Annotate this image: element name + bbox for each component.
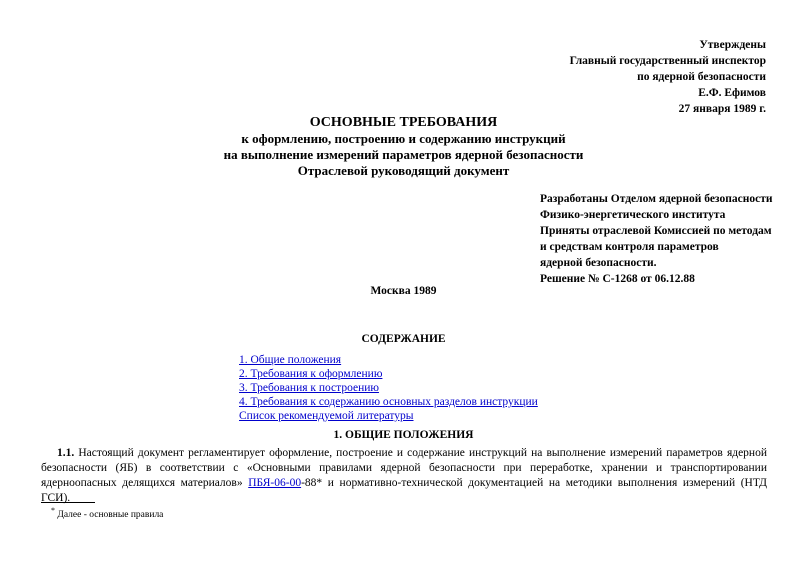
city-year: Москва 1989: [370, 285, 437, 297]
title-main: ОСНОВНЫЕ ТРЕБОВАНИЯ: [309, 115, 498, 130]
toc-link-structure[interactable]: 3. Требования к построению: [239, 382, 379, 394]
toc-link-literature[interactable]: Список рекомендуемой литературы: [239, 410, 414, 422]
paragraph-text-b: -88* и нормативно-технической документацией на методики выполнения измерений (НТД ГСИ).: [41, 477, 768, 504]
pbya-link[interactable]: ПБЯ-06-00: [248, 477, 302, 489]
toc-link-general[interactable]: 1. Общие положения: [239, 354, 342, 366]
table-of-contents: [239, 353, 538, 423]
approved-line-4: Е.Ф. Ефимов: [698, 87, 766, 99]
approved-line-2: Главный государственный инспектор: [569, 55, 766, 67]
developed-line-3: Приняты отраслевой Комиссией по методам: [540, 225, 772, 237]
paragraph-1-1: [41, 446, 767, 506]
footnote: [51, 506, 163, 520]
approved-line-3: по ядерной безопасности: [637, 71, 766, 83]
toc-link-formatting[interactable]: 2. Требования к оформлению: [239, 368, 383, 380]
approved-line-1: Утверждены: [699, 39, 766, 51]
developed-line-2: Физико-энергетического института: [540, 209, 726, 221]
developed-line-1: Разработаны Отделом ядерной безопасности: [540, 193, 773, 205]
title-line-3: на выполнение измерений параметров ядерной безопасности: [223, 147, 584, 162]
footnote-text: Далее - основные правила: [55, 510, 164, 521]
title-line-4: Отраслевой руководящий документ: [297, 163, 510, 178]
section-title: 1. ОБЩИЕ ПОЛОЖЕНИЯ: [333, 429, 474, 441]
developed-line-6: Решение № С-1268 от 06.12.88: [540, 273, 695, 285]
toc-link-content[interactable]: 4. Требования к содержанию основных разделов инструкции: [239, 396, 538, 408]
title-line-2: к оформлению, построению и содержанию инструкций: [241, 131, 566, 146]
developed-line-4: и средствам контроля параметров: [540, 241, 719, 253]
footnote-mark: *: [51, 506, 55, 515]
toc-title: СОДЕРЖАНИЕ: [361, 333, 446, 345]
approved-line-5: 27 января 1989 г.: [678, 103, 766, 115]
developed-line-5: ядерной безопасности.: [540, 257, 657, 269]
approval-block: [570, 37, 766, 117]
document-title: [0, 114, 807, 179]
developer-block: [540, 191, 772, 287]
paragraph-number: 1.1.: [57, 447, 75, 459]
paragraph-text-a: Настоящий документ регламентирует оформление, построение и содержание инструкций на выполнение измерений параметров ядерной безопасности (ЯБ) в соответствии с «Основными правилами ядерной безопасности при переработке, хранении и транспортировании ядерноопасных делящихся материалов»: [41, 447, 767, 489]
footnote-divider: [41, 502, 95, 503]
